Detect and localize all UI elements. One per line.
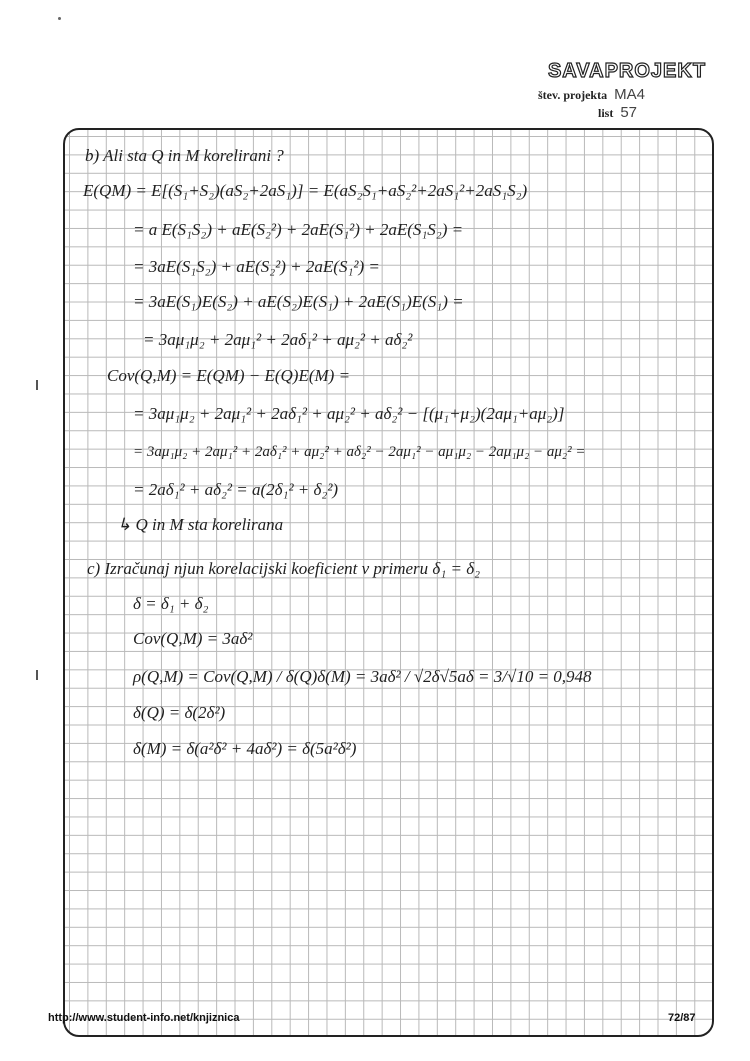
- company-logo: SAVAPROJEKT: [547, 60, 707, 82]
- sheet-number: [598, 104, 637, 121]
- project-value: MA4: [614, 86, 645, 103]
- covariance-simplified: Cov(Q,M) = 3aδ²: [133, 629, 253, 648]
- graph-paper-sheet: [63, 128, 714, 1037]
- margin-mark: [36, 380, 38, 390]
- expectation-result: = 3aμ₁μ₂ + 2aμ₁² + 2aδ₁² + aμ₂² + aδ₂²: [143, 330, 413, 349]
- expectation-line-3: = 3aE(S₁S₂) + aE(S₂²) + 2aE(S₁²) =: [133, 257, 380, 276]
- covariance-result: = 2aδ₁² + aδ₂² = a(2δ₁² + δ₂²): [133, 480, 339, 499]
- project-number: [538, 86, 645, 103]
- correlation-coefficient: ρ(Q,M) = Cov(Q,M) / δ(Q)δ(M) = 3aδ² / √2δ√5aδ = 3/√10 = 0,948: [133, 667, 592, 686]
- task-b-heading: b) Ali sta Q in M korelirani ?: [85, 146, 284, 165]
- task-c-heading: c) Izračunaj njun korelacijski koeficient v primeru δ₁ = δ₂: [87, 559, 481, 578]
- sheet-label: list: [598, 106, 614, 120]
- margin-mark: [36, 670, 38, 680]
- sigma-q: δ(Q) = δ(2δ²): [133, 703, 226, 722]
- covariance-line-2: = 3aμ₁μ₂ + 2aμ₁² + 2aδ₁² + aμ₂² + aδ₂² − 2aμ₁² − aμ₁μ₂ − 2aμ₁μ₂ − aμ₂² =: [133, 444, 586, 460]
- expectation-line-1: E(QM) = E[(S₁+S₂)(aS₂+2aS₁)] = E(aS₂S₁+aS₂²+2aS₁²+2aS₁S₂): [83, 181, 528, 200]
- expectation-line-2: = a E(S₁S₂) + aE(S₂²) + 2aE(S₁²) + 2aE(S₁S₂) =: [133, 220, 464, 239]
- page-counter: 72/87: [668, 1012, 696, 1024]
- sigma-m: δ(M) = δ(a²δ² + 4aδ²) = δ(5a²δ²): [133, 739, 357, 758]
- sigma-definition: δ = δ₁ + δ₂: [133, 594, 209, 613]
- expectation-line-4: = 3aE(S₁)E(S₂) + aE(S₂)E(S₁) + 2aE(S₁)E(S₁) =: [133, 292, 464, 311]
- sheet-value: 57: [620, 104, 638, 121]
- covariance-line-1: = 3aμ₁μ₂ + 2aμ₁² + 2aδ₁² + aμ₂² + aδ₂² − [(μ₁+μ₂)(2aμ₁+aμ₂)]: [133, 404, 565, 423]
- correlation-conclusion: ↳ Q in M sta korelirana: [117, 515, 284, 534]
- source-url: http://www.student-info.net/knjiznica: [48, 1012, 240, 1024]
- scan-speck: [58, 17, 61, 20]
- covariance-definition: Cov(Q,M) = E(QM) − E(Q)E(M) =: [107, 366, 351, 385]
- project-label: štev. projekta: [538, 88, 608, 102]
